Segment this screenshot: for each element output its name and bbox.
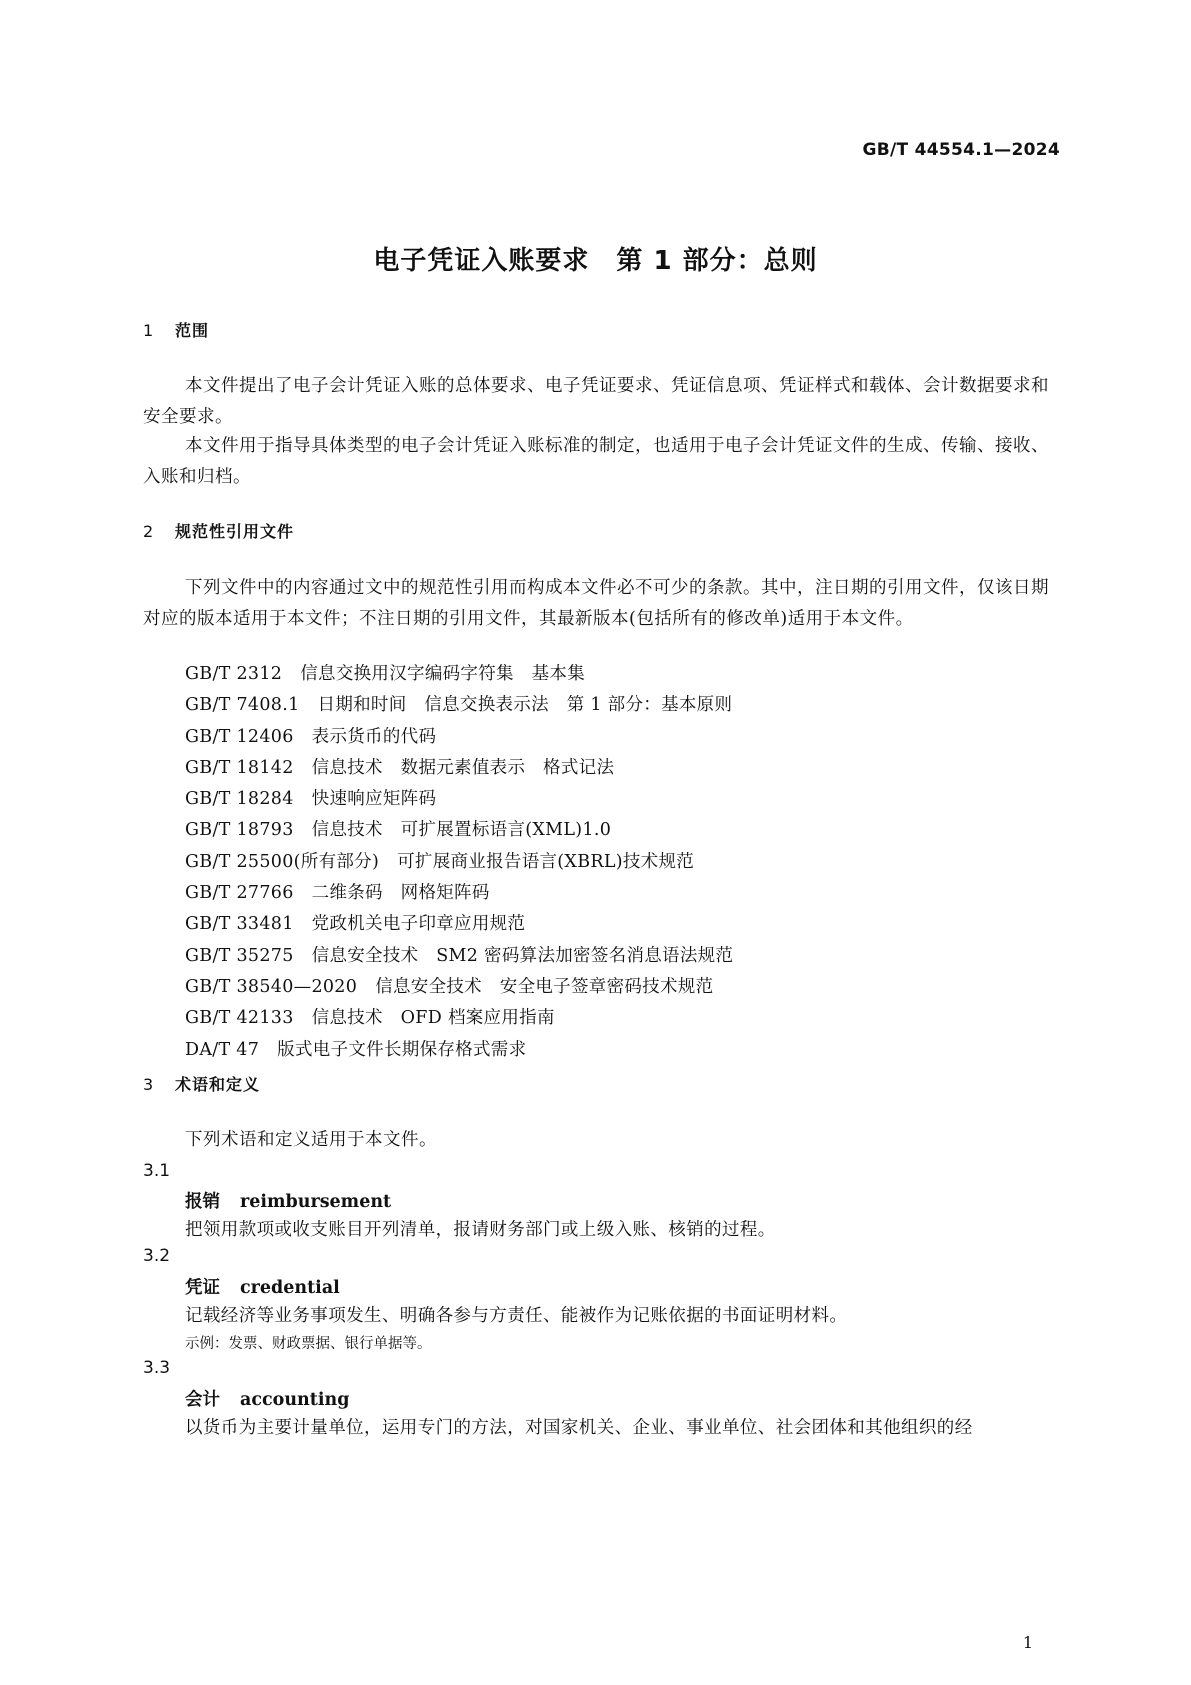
term-name — [185, 1188, 391, 1213]
term-name-zh: 报销 — [185, 1192, 220, 1212]
terms-intro: 下列术语和定义适用于本文件。 — [185, 1130, 437, 1150]
term-number: 3.2 — [143, 1246, 171, 1266]
reference-title: 表示货币的代码 — [311, 726, 437, 747]
reference-title: 信息技术 OFD 档案应用指南 — [311, 1008, 555, 1029]
reference-list — [185, 659, 733, 1066]
reference-title: 党政机关电子印章应用规范 — [311, 914, 526, 935]
document-title: 电子凭证入账要求 第 1 部分：总则 — [373, 246, 818, 276]
term-name — [185, 1386, 349, 1411]
standard-code: GB/T 44554.1—2024 — [862, 140, 1060, 160]
term-definition: 记载经济等业务事项发生、明确各参与方责任、能被作为记账依据的书面证明材料。 — [185, 1306, 848, 1326]
scope-paragraph-1: 本文件提出了电子会计凭证入账的总体要求、电子凭证要求、凭证信息项、凭证样式和载体、会计数据要求和安全要求。 — [143, 376, 1049, 427]
reference-code: GB/T 25500(所有部分) — [185, 851, 380, 872]
reference-title: 信息技术 可扩展置标语言(XML)1.0 — [311, 820, 612, 841]
section-number: 1 — [143, 321, 155, 340]
reference-title: 信息安全技术 安全电子签章密码技术规范 — [375, 976, 714, 997]
reference-code: GB/T 18793 — [185, 820, 294, 841]
reference-title: 可扩展商业报告语言(XBRL)技术规范 — [397, 851, 695, 872]
reference-item — [185, 1035, 733, 1066]
reference-item — [185, 659, 733, 690]
reference-code: GB/T 12406 — [185, 726, 294, 747]
reference-title: 日期和时间 信息交换表示法 第 1 部分：基本原则 — [317, 695, 733, 716]
reference-item — [185, 972, 733, 1003]
reference-title: 信息技术 数据元素值表示 格式记法 — [311, 757, 615, 778]
reference-code: DA/T 47 — [185, 1039, 260, 1060]
reference-item — [185, 847, 733, 878]
section-title: 术语和定义 — [175, 1075, 261, 1094]
section-title: 范围 — [175, 321, 210, 340]
reference-item — [185, 1003, 733, 1034]
normative-refs-intro: 下列文件中的内容通过文中的规范性引用而构成本文件必不可少的条款。其中，注日期的引用文件，仅该日期对应的版本适用于本文件；不注日期的引用文件，其最新版本(包括所有的修改单)适用于本文件。 — [143, 578, 1049, 629]
reference-item — [185, 909, 733, 940]
term-number: 3.1 — [143, 1161, 171, 1181]
term-number: 3.3 — [143, 1358, 171, 1378]
section-title: 规范性引用文件 — [175, 522, 295, 541]
section-heading-normative-refs — [143, 519, 294, 542]
reference-title: 快速响应矩阵码 — [311, 789, 437, 810]
reference-item — [185, 753, 733, 784]
reference-code: GB/T 18284 — [185, 789, 294, 810]
scope-paragraph-2: 本文件用于指导具体类型的电子会计凭证入账标准的制定，也适用于电子会计凭证文件的生成、传输、接收、入账和归档。 — [143, 436, 1049, 487]
reference-title: 信息安全技术 SM2 密码算法加密签名消息语法规范 — [311, 945, 734, 966]
term-name-zh: 凭证 — [185, 1278, 220, 1298]
reference-code: GB/T 33481 — [185, 914, 294, 935]
reference-item — [185, 941, 733, 972]
reference-code: GB/T 42133 — [185, 1008, 294, 1029]
reference-title: 版式电子文件长期保存格式需求 — [277, 1039, 527, 1060]
term-name-en: credential — [240, 1278, 340, 1298]
term-definition: 把领用款项或收支账目开列清单，报请财务部门或上级入账、核销的过程。 — [185, 1220, 776, 1240]
term-name-zh: 会计 — [185, 1390, 220, 1410]
reference-title: 二维条码 网格矩阵码 — [311, 883, 490, 904]
reference-code: GB/T 2312 — [185, 664, 283, 684]
section-number: 2 — [143, 522, 155, 541]
term-example: 示例：发票、财政票据、银行单据等。 — [185, 1336, 432, 1352]
reference-title: 信息交换用汉字编码字符集 基本集 — [300, 664, 586, 684]
section-number: 3 — [143, 1075, 155, 1094]
reference-code: GB/T 35275 — [185, 945, 294, 966]
reference-code: GB/T 27766 — [185, 883, 294, 904]
term-name-en: accounting — [240, 1390, 350, 1410]
reference-item — [185, 784, 733, 815]
section-heading-scope — [143, 318, 209, 341]
term-name — [185, 1274, 340, 1299]
reference-code: GB/T 7408.1 — [185, 695, 300, 716]
reference-item — [185, 690, 733, 721]
reference-item — [185, 815, 733, 846]
term-definition: 以货币为主要计量单位，运用专门的方法，对国家机关、企业、事业单位、社会团体和其他组织的经 — [185, 1418, 973, 1438]
term-name-en: reimbursement — [240, 1192, 392, 1212]
reference-item — [185, 878, 733, 909]
reference-code: GB/T 18142 — [185, 757, 294, 778]
reference-code: GB/T 38540—2020 — [185, 976, 358, 997]
page-number: 1 — [1022, 1633, 1033, 1652]
reference-item — [185, 722, 733, 753]
section-heading-terms — [143, 1072, 260, 1095]
